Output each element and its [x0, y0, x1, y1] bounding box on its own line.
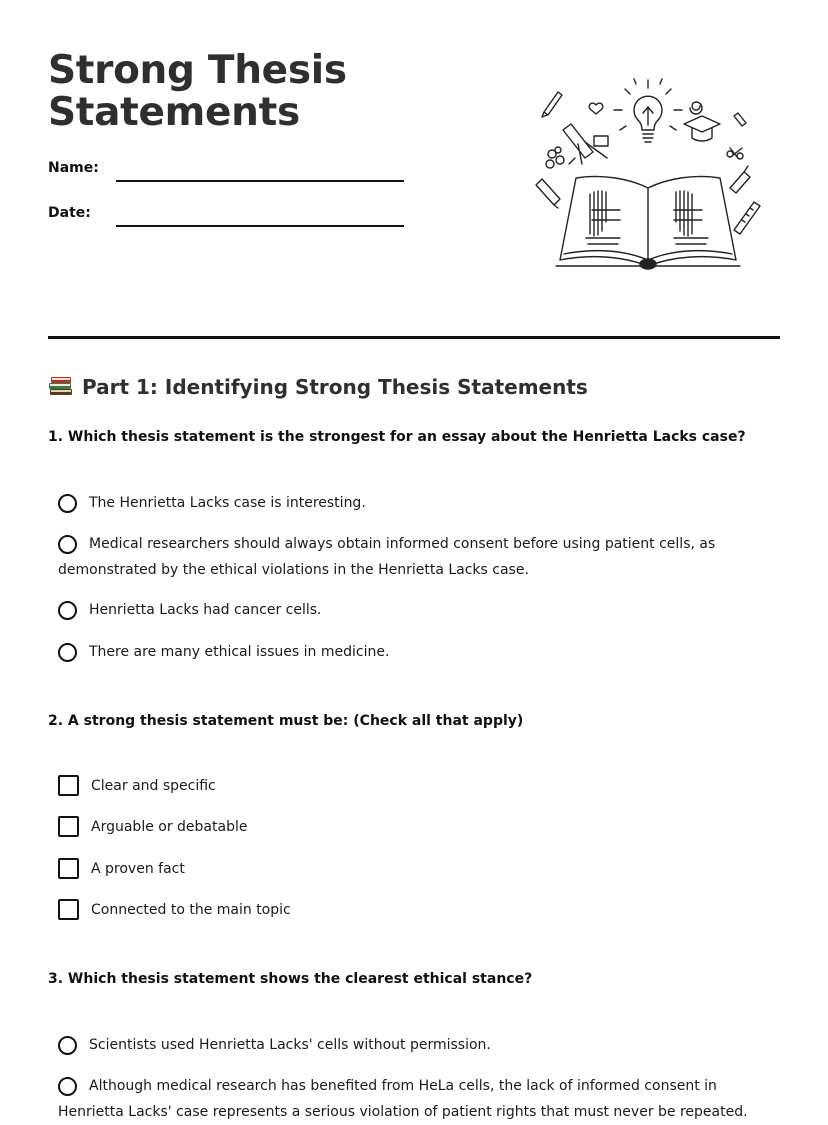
date-field[interactable] — [48, 205, 408, 235]
radio-button[interactable] — [58, 643, 77, 662]
glue-icon — [730, 166, 750, 193]
pen-icon — [734, 113, 746, 126]
title-line-1: Strong Thesis — [48, 48, 347, 93]
name-field[interactable] — [48, 160, 408, 190]
pencil-icon — [542, 92, 562, 117]
radio-button[interactable] — [58, 494, 77, 513]
q3-option-2-text: Although medical research has benefited from HeLa cells, the lack of informed consent in Henrietta Lacks' case represents a serious violation of patient rights that must never be repeated. — [58, 1078, 748, 1120]
q1-option-4-text: There are many ethical issues in medicine. — [89, 644, 390, 660]
checkbox[interactable] — [58, 858, 79, 879]
books-icon — [48, 374, 74, 398]
question-3: 3. Which thesis statement shows the clearest ethical stance? — [48, 971, 533, 987]
ruler-icon — [734, 202, 760, 234]
q3-option-2[interactable] — [58, 1073, 778, 1125]
q3-option-1-text: Scientists used Henrietta Lacks' cells without permission. — [89, 1037, 491, 1053]
radio-button[interactable] — [58, 601, 77, 620]
open-book-illustration-icon — [530, 70, 770, 275]
marker-icon — [536, 179, 560, 208]
section-divider — [48, 336, 780, 339]
scissors-icon — [727, 148, 743, 159]
q1-option-1-text: The Henrietta Lacks case is interesting. — [89, 495, 366, 511]
q1-option-1[interactable] — [58, 490, 778, 516]
checkbox[interactable] — [58, 899, 79, 920]
part1-heading — [48, 374, 588, 399]
part1-heading-text: Part 1: Identifying Strong Thesis Statements — [82, 375, 588, 399]
radio-button[interactable] — [58, 1036, 77, 1055]
radio-button[interactable] — [58, 1077, 77, 1096]
spiral-icon — [690, 102, 702, 114]
graduation-cap-icon — [684, 116, 720, 141]
q1-option-2-text: Medical researchers should always obtain informed consent before using patient cells, as demonstrated by the ethical violations in the Henrietta Lacks case. — [58, 536, 716, 578]
q2-option-2[interactable] — [58, 814, 778, 840]
molecule-icon — [546, 147, 564, 168]
q3-option-1[interactable] — [58, 1032, 778, 1058]
q1-option-3[interactable] — [58, 597, 778, 623]
question-1: 1. Which thesis statement is the strongest for an essay about the Henrietta Lacks case? — [48, 429, 746, 445]
radio-button[interactable] — [58, 535, 77, 554]
lightbulb-icon — [614, 79, 682, 142]
title-line-2: Statements — [48, 90, 300, 135]
q1-option-3-text: Henrietta Lacks had cancer cells. — [89, 602, 322, 618]
q1-option-4[interactable] — [58, 639, 778, 665]
date-line[interactable] — [116, 225, 404, 227]
date-label: Date: — [48, 205, 91, 221]
q2-option-2-text: Arguable or debatable — [91, 819, 248, 835]
q2-option-4[interactable] — [58, 897, 778, 923]
checkbox[interactable] — [58, 775, 79, 796]
name-line[interactable] — [116, 180, 404, 182]
q2-option-4-text: Connected to the main topic — [91, 902, 291, 918]
q2-option-1-text: Clear and specific — [91, 778, 216, 794]
worksheet-title — [48, 50, 468, 134]
question-2: 2. A strong thesis statement must be: (Check all that apply) — [48, 713, 524, 729]
q2-option-3-text: A proven fact — [91, 861, 185, 877]
checkbox[interactable] — [58, 816, 79, 837]
name-label: Name: — [48, 160, 99, 176]
open-book-icon — [556, 176, 740, 269]
q2-option-3[interactable] — [58, 856, 778, 882]
telescope-icon — [563, 124, 608, 164]
q2-option-1[interactable] — [58, 773, 778, 799]
heart-icon — [589, 103, 603, 114]
q1-option-2[interactable] — [58, 531, 778, 583]
